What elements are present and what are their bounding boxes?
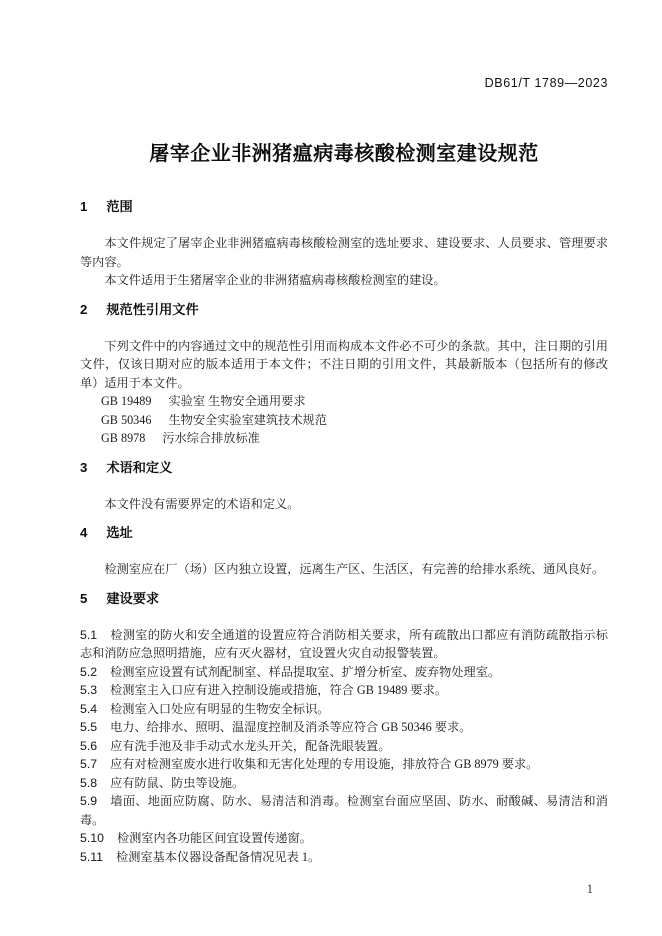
clause-number: 5.4 bbox=[80, 701, 98, 716]
section-construction bbox=[80, 591, 608, 867]
section-number: 2 bbox=[80, 301, 88, 317]
reference-code: GB 50346 bbox=[101, 412, 152, 427]
clause-number: 5.1 bbox=[80, 627, 98, 642]
reference-title: 实验室 生物安全通用要求 bbox=[168, 394, 306, 408]
clause-text: 检测室基本仪器设备配备情况见表 1。 bbox=[116, 849, 321, 864]
standard-number: DB61/T 1789—2023 bbox=[484, 76, 608, 90]
normative-references-paragraph: 下列文件中的内容通过文中的规范性引用而构成本文件必不可少的条款。其中，注日期的引用文件，仅该日期对应的版本适用于本文件；不注日期的引用文件，其最新版本（包括所有的修改单）适用于本文件。 bbox=[80, 338, 608, 390]
site-selection-paragraph: 检测室应在厂（场）区内独立设置，远离生产区、生活区，有完善的给排水系统、通风良好。 bbox=[104, 562, 605, 576]
clause-list bbox=[80, 626, 608, 867]
clause-5-1 bbox=[80, 626, 608, 663]
section-title: 建设要求 bbox=[106, 590, 160, 606]
section-title: 规范性引用文件 bbox=[106, 301, 199, 317]
clause-text: 检测室主入口应有进入控制设施或措施，符合 GB 19489 要求。 bbox=[110, 683, 447, 697]
reference-item bbox=[80, 429, 608, 448]
page-header bbox=[80, 0, 608, 90]
clause-text: 应有对检测室废水进行收集和无害化处理的专用设施，排放符合 GB 8979 要求。 bbox=[110, 757, 539, 771]
clause-text: 应有防鼠、防虫等设施。 bbox=[110, 775, 245, 790]
reference-item bbox=[80, 392, 608, 411]
reference-title: 生物安全实验室建筑技术规范 bbox=[168, 412, 327, 427]
clause-5-10 bbox=[80, 829, 608, 848]
clause-text: 检测室入口处应有明显的生物安全标识。 bbox=[110, 701, 330, 716]
section-site-selection bbox=[80, 525, 608, 579]
clause-text: 应有洗手池及非手动式水龙头开关，配备洗眼装置。 bbox=[110, 738, 391, 753]
clause-number: 5.3 bbox=[80, 683, 98, 697]
reference-item bbox=[80, 411, 608, 430]
reference-code: GB 19489 bbox=[101, 394, 152, 408]
reference-code: GB 8978 bbox=[101, 431, 146, 445]
section-scope-heading bbox=[80, 199, 608, 214]
page-number: 1 bbox=[586, 882, 593, 896]
section-terms-heading bbox=[80, 460, 608, 475]
section-scope bbox=[80, 199, 608, 290]
clause-number: 5.8 bbox=[80, 775, 98, 790]
section-construction-heading bbox=[80, 591, 608, 606]
section-title: 范围 bbox=[106, 199, 133, 214]
section-title: 选址 bbox=[106, 525, 133, 540]
section-normative-references-heading bbox=[80, 302, 608, 317]
clause-number: 5.7 bbox=[80, 757, 98, 771]
reference-list bbox=[80, 392, 608, 448]
clause-text: 检测室内各功能区间宜设置传递窗。 bbox=[116, 831, 312, 845]
section-number: 5 bbox=[80, 590, 88, 606]
section-number: 3 bbox=[80, 459, 88, 475]
clause-5-7 bbox=[80, 755, 608, 774]
section-title: 术语和定义 bbox=[106, 459, 173, 475]
clause-5-5 bbox=[80, 718, 608, 737]
scope-paragraph-2: 本文件适用于生猪屠宰企业的非洲猪瘟病毒核酸检测室的建设。 bbox=[104, 273, 446, 287]
clause-number: 5.6 bbox=[80, 738, 98, 753]
clause-number: 5.2 bbox=[80, 664, 98, 679]
clause-number: 5.5 bbox=[80, 720, 98, 734]
clause-number: 5.9 bbox=[80, 794, 98, 808]
clause-5-3 bbox=[80, 681, 608, 700]
clause-5-6 bbox=[80, 737, 608, 756]
document-title: 屠宰企业非洲猪瘟病毒核酸检测室建设规范 bbox=[149, 143, 539, 165]
clause-text: 检测室的防火和安全通道的设置应符合消防相关要求，所有疏散出口都应有消防疏散指示标志和消防应急照明措施，应有灭火器材，宜设置火灾自动报警装置。 bbox=[80, 627, 608, 660]
clause-text: 检测室应设置有试剂配制室、样品提取室、扩增分析室、废弃物处理室。 bbox=[110, 664, 501, 679]
reference-title: 污水综合排放标准 bbox=[162, 431, 260, 445]
clause-5-2 bbox=[80, 663, 608, 682]
terms-paragraph: 本文件没有需要界定的术语和定义。 bbox=[104, 496, 300, 511]
clause-text: 电力、给排水、照明、温湿度控制及消杀等应符合 GB 50346 要求。 bbox=[110, 720, 472, 734]
clause-5-9 bbox=[80, 792, 608, 829]
clause-number: 5.10 bbox=[80, 831, 104, 845]
section-normative-references bbox=[80, 302, 608, 448]
clause-5-11 bbox=[80, 848, 608, 867]
section-site-selection-heading bbox=[80, 525, 608, 540]
section-number: 1 bbox=[80, 199, 88, 214]
section-terms bbox=[80, 460, 608, 514]
clause-5-4 bbox=[80, 700, 608, 719]
section-number: 4 bbox=[80, 525, 88, 540]
clause-number: 5.11 bbox=[80, 849, 104, 864]
clause-text: 墙面、地面应防腐、防水、易清洁和消毒。检测室台面应坚固、防水、耐酸碱、易清洁和消毒。 bbox=[80, 794, 608, 827]
scope-paragraph-1: 本文件规定了屠宰企业非洲猪瘟病毒核酸检测室的选址要求、建设要求、人员要求、管理要求等内容。 bbox=[80, 236, 608, 269]
clause-5-8 bbox=[80, 774, 608, 793]
